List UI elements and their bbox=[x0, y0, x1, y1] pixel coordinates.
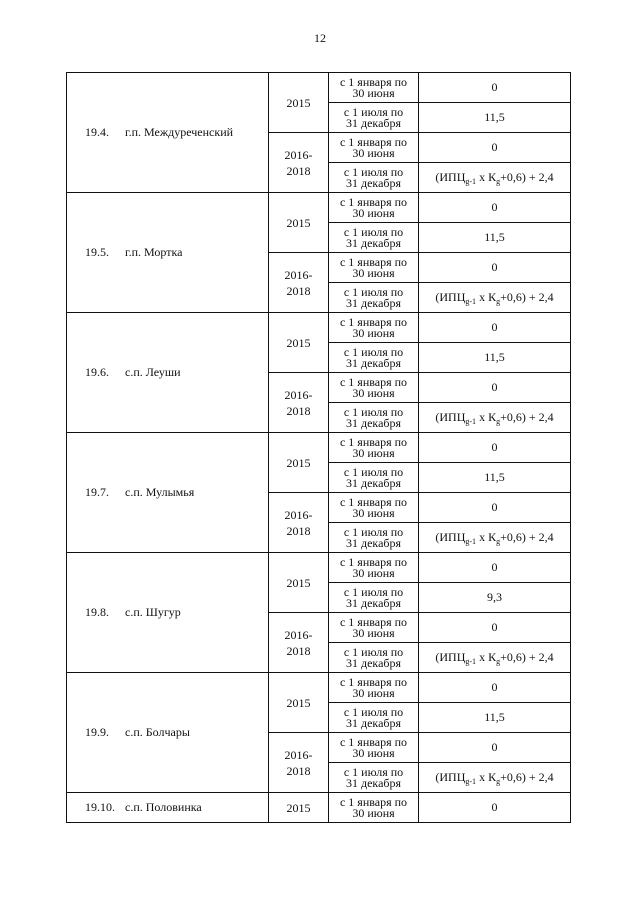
year-cell bbox=[269, 433, 329, 493]
settlement-label bbox=[67, 125, 268, 140]
formula-sub-g: g bbox=[496, 656, 501, 666]
formula-sub-g: g bbox=[496, 296, 501, 306]
period-cell bbox=[329, 343, 419, 373]
item-number: 19.9. bbox=[85, 725, 109, 739]
formula-sub-index: g-1 bbox=[465, 656, 477, 666]
formula-open: (ИПЦ bbox=[435, 409, 466, 424]
period-line-2: 31 декабря bbox=[345, 595, 402, 610]
year-line-2: 2018 bbox=[286, 403, 311, 418]
period-line-1: с 1 июля по bbox=[343, 404, 404, 419]
period-line-2: 31 декабря bbox=[345, 415, 402, 430]
year-cell bbox=[269, 73, 329, 133]
table-row bbox=[67, 793, 571, 823]
settlement-label bbox=[67, 485, 268, 500]
formula-sub-index: g-1 bbox=[465, 776, 477, 786]
period-cell bbox=[329, 643, 419, 673]
period-line-1: с 1 января по bbox=[339, 674, 408, 689]
year-line-1: 2015 bbox=[286, 215, 311, 230]
period-cell bbox=[329, 613, 419, 643]
value-text: 0 bbox=[491, 260, 498, 274]
period-line-1: с 1 января по bbox=[339, 374, 408, 389]
year-line-1: 2016- bbox=[284, 747, 313, 762]
formula-sub-index: g-1 bbox=[465, 176, 477, 186]
formula bbox=[435, 770, 553, 784]
settlement-cell bbox=[67, 793, 269, 823]
period-line-2: 30 июня bbox=[352, 385, 395, 400]
period-cell bbox=[329, 793, 419, 823]
period-line-2: 30 июня bbox=[352, 265, 395, 280]
year-line-2: 2018 bbox=[286, 163, 311, 178]
period-line-2: 31 декабря bbox=[345, 775, 402, 790]
period-line-1: с 1 января по bbox=[339, 794, 408, 809]
formula-mid: х К bbox=[476, 409, 497, 424]
period-cell bbox=[329, 193, 419, 223]
year-cell bbox=[269, 133, 329, 193]
settlement-label bbox=[67, 245, 268, 260]
period-line-1: с 1 января по bbox=[339, 614, 408, 629]
year-cell bbox=[269, 493, 329, 553]
period-cell bbox=[329, 103, 419, 133]
value-cell bbox=[419, 133, 571, 163]
formula-close: +0,6) + 2,4 bbox=[500, 529, 554, 544]
settlement-name: с.п. Половинка bbox=[125, 800, 202, 814]
period-cell bbox=[329, 163, 419, 193]
period-line-1: с 1 января по bbox=[339, 74, 408, 89]
period-cell bbox=[329, 253, 419, 283]
value-text: 0 bbox=[491, 740, 498, 754]
formula-close: +0,6) + 2,4 bbox=[500, 769, 554, 784]
item-number: 19.6. bbox=[85, 365, 109, 379]
period-line-2: 31 декабря bbox=[345, 475, 402, 490]
period-line-1: с 1 июля по bbox=[343, 464, 404, 479]
period-line-1: с 1 января по bbox=[339, 434, 408, 449]
table-row bbox=[67, 73, 571, 103]
settlement-cell bbox=[67, 313, 269, 433]
settlement-cell bbox=[67, 673, 269, 793]
period-line-2: 30 июня bbox=[352, 445, 395, 460]
value-cell bbox=[419, 733, 571, 763]
value-text: 0 bbox=[491, 800, 498, 814]
value-cell bbox=[419, 463, 571, 493]
table-row bbox=[67, 193, 571, 223]
value-text: 0 bbox=[491, 620, 498, 634]
year-line-2: 2018 bbox=[286, 643, 311, 658]
period-line-2: 31 декабря bbox=[345, 295, 402, 310]
period-cell bbox=[329, 223, 419, 253]
year-line-1: 2015 bbox=[286, 575, 311, 590]
period-line-2: 30 июня bbox=[352, 685, 395, 700]
formula-sub-index: g-1 bbox=[465, 296, 477, 306]
settlement-cell bbox=[67, 73, 269, 193]
year-line-2: 2018 bbox=[286, 523, 311, 538]
period-cell bbox=[329, 763, 419, 793]
table-row bbox=[67, 673, 571, 703]
period-line-2: 30 июня bbox=[352, 565, 395, 580]
period-line-1: с 1 июля по bbox=[343, 284, 404, 299]
period-line-1: с 1 июля по bbox=[343, 224, 404, 239]
period-cell bbox=[329, 433, 419, 463]
period-line-1: с 1 июля по bbox=[343, 164, 404, 179]
formula-open: (ИПЦ bbox=[435, 169, 466, 184]
formula bbox=[435, 410, 553, 424]
value-cell bbox=[419, 283, 571, 313]
value-cell bbox=[419, 523, 571, 553]
settlement-cell bbox=[67, 433, 269, 553]
value-cell bbox=[419, 703, 571, 733]
period-line-2: 30 июня bbox=[352, 805, 395, 820]
value-cell bbox=[419, 433, 571, 463]
value-text: 11,5 bbox=[484, 710, 505, 724]
item-number: 19.8. bbox=[85, 605, 109, 619]
item-number: 19.4. bbox=[85, 125, 109, 139]
formula-mid: х К bbox=[476, 289, 497, 304]
value-text: 11,5 bbox=[484, 110, 505, 124]
formula-close: +0,6) + 2,4 bbox=[500, 289, 554, 304]
year-cell bbox=[269, 253, 329, 313]
period-line-2: 31 декабря bbox=[345, 655, 402, 670]
value-cell bbox=[419, 343, 571, 373]
value-text: 0 bbox=[491, 680, 498, 694]
formula-sub-g: g bbox=[496, 416, 501, 426]
item-number: 19.7. bbox=[85, 485, 109, 499]
year-line-2: 2018 bbox=[286, 283, 311, 298]
year-cell bbox=[269, 373, 329, 433]
formula-open: (ИПЦ bbox=[435, 769, 466, 784]
year-cell bbox=[269, 313, 329, 373]
period-cell bbox=[329, 463, 419, 493]
formula-sub-index: g-1 bbox=[465, 416, 477, 426]
formula-close: +0,6) + 2,4 bbox=[500, 409, 554, 424]
value-cell bbox=[419, 313, 571, 343]
page-number: 12 bbox=[314, 31, 326, 45]
value-text: 0 bbox=[491, 80, 498, 94]
year-cell bbox=[269, 193, 329, 253]
value-cell bbox=[419, 493, 571, 523]
table-row bbox=[67, 313, 571, 343]
year-cell bbox=[269, 793, 329, 823]
period-line-1: с 1 января по bbox=[339, 134, 408, 149]
formula bbox=[435, 650, 553, 664]
year-cell bbox=[269, 673, 329, 733]
formula-open: (ИПЦ bbox=[435, 649, 466, 664]
formula-close: +0,6) + 2,4 bbox=[500, 649, 554, 664]
year-line-1: 2016- bbox=[284, 267, 313, 282]
period-cell bbox=[329, 553, 419, 583]
value-text: 0 bbox=[491, 200, 498, 214]
settlement-name: г.п. Мортка bbox=[125, 245, 183, 259]
period-line-1: с 1 июля по bbox=[343, 524, 404, 539]
period-line-1: с 1 января по bbox=[339, 494, 408, 509]
year-line-1: 2015 bbox=[286, 95, 311, 110]
period-line-1: с 1 января по bbox=[339, 254, 408, 269]
formula bbox=[435, 170, 553, 184]
settlement-name: г.п. Междуреченский bbox=[125, 125, 234, 139]
settlement-label bbox=[67, 800, 268, 815]
year-line-1: 2016- bbox=[284, 147, 313, 162]
period-line-2: 30 июня bbox=[352, 745, 395, 760]
item-number: 19.5. bbox=[85, 245, 109, 259]
value-cell bbox=[419, 103, 571, 133]
value-text: 0 bbox=[491, 320, 498, 334]
value-text: 0 bbox=[491, 500, 498, 514]
value-cell bbox=[419, 643, 571, 673]
year-line-2: 2018 bbox=[286, 763, 311, 778]
year-line-1: 2016- bbox=[284, 387, 313, 402]
settlement-name: с.п. Шугур bbox=[125, 605, 181, 619]
period-cell bbox=[329, 733, 419, 763]
period-line-1: с 1 июля по bbox=[343, 584, 404, 599]
formula-mid: х К bbox=[476, 649, 497, 664]
period-line-2: 31 декабря bbox=[345, 535, 402, 550]
year-line-1: 2015 bbox=[286, 695, 311, 710]
value-text: 9,3 bbox=[487, 590, 502, 604]
value-text: 11,5 bbox=[484, 230, 505, 244]
period-line-1: с 1 января по bbox=[339, 194, 408, 209]
period-line-1: с 1 января по bbox=[339, 314, 408, 329]
period-cell bbox=[329, 133, 419, 163]
settlement-cell bbox=[67, 193, 269, 313]
period-line-2: 31 декабря bbox=[345, 115, 402, 130]
formula-sub-g: g bbox=[496, 776, 501, 786]
period-line-1: с 1 января по bbox=[339, 554, 408, 569]
formula-sub-g: g bbox=[496, 176, 501, 186]
year-line-1: 2015 bbox=[286, 335, 311, 350]
period-cell bbox=[329, 493, 419, 523]
period-line-1: с 1 июля по bbox=[343, 704, 404, 719]
period-cell bbox=[329, 673, 419, 703]
period-cell bbox=[329, 313, 419, 343]
table-body bbox=[67, 73, 571, 823]
settlement-name: с.п. Мулымья bbox=[125, 485, 195, 499]
period-line-1: с 1 июля по bbox=[343, 644, 404, 659]
value-cell bbox=[419, 613, 571, 643]
tariff-table bbox=[66, 72, 571, 823]
period-line-2: 31 декабря bbox=[345, 355, 402, 370]
period-line-2: 30 июня bbox=[352, 145, 395, 160]
table-row bbox=[67, 433, 571, 463]
value-cell bbox=[419, 673, 571, 703]
value-cell bbox=[419, 553, 571, 583]
period-line-2: 31 декабря bbox=[345, 715, 402, 730]
year-line-1: 2015 bbox=[286, 455, 311, 470]
value-cell bbox=[419, 373, 571, 403]
period-cell bbox=[329, 703, 419, 733]
formula-mid: х К bbox=[476, 529, 497, 544]
formula-mid: х К bbox=[476, 169, 497, 184]
formula-sub-index: g-1 bbox=[465, 536, 477, 546]
period-line-2: 30 июня bbox=[352, 85, 395, 100]
value-cell bbox=[419, 193, 571, 223]
formula-open: (ИПЦ bbox=[435, 529, 466, 544]
period-cell bbox=[329, 73, 419, 103]
year-line-1: 2016- bbox=[284, 627, 313, 642]
period-line-1: с 1 июля по bbox=[343, 104, 404, 119]
value-cell bbox=[419, 163, 571, 193]
period-line-1: с 1 января по bbox=[339, 734, 408, 749]
period-cell bbox=[329, 373, 419, 403]
settlement-label bbox=[67, 605, 268, 620]
period-cell bbox=[329, 583, 419, 613]
settlement-cell bbox=[67, 553, 269, 673]
formula-mid: х К bbox=[476, 769, 497, 784]
value-cell bbox=[419, 793, 571, 823]
period-line-2: 30 июня bbox=[352, 205, 395, 220]
period-cell bbox=[329, 523, 419, 553]
table-row bbox=[67, 553, 571, 583]
period-line-1: с 1 июля по bbox=[343, 344, 404, 359]
value-cell bbox=[419, 403, 571, 433]
item-number: 19.10. bbox=[85, 800, 115, 814]
formula bbox=[435, 530, 553, 544]
value-cell bbox=[419, 763, 571, 793]
value-text: 0 bbox=[491, 560, 498, 574]
year-cell bbox=[269, 733, 329, 793]
value-cell bbox=[419, 253, 571, 283]
value-cell bbox=[419, 223, 571, 253]
period-line-2: 30 июня bbox=[352, 505, 395, 520]
value-cell bbox=[419, 73, 571, 103]
value-text: 11,5 bbox=[484, 470, 505, 484]
value-text: 0 bbox=[491, 140, 498, 154]
formula-close: +0,6) + 2,4 bbox=[500, 169, 554, 184]
period-line-1: с 1 июля по bbox=[343, 764, 404, 779]
settlement-label bbox=[67, 725, 268, 740]
year-line-1: 2015 bbox=[286, 800, 311, 815]
year-line-1: 2016- bbox=[284, 507, 313, 522]
value-text: 11,5 bbox=[484, 350, 505, 364]
settlement-name: с.п. Болчары bbox=[125, 725, 190, 739]
settlement-name: с.п. Леуши bbox=[125, 365, 181, 379]
period-cell bbox=[329, 403, 419, 433]
formula-open: (ИПЦ bbox=[435, 289, 466, 304]
formula bbox=[435, 290, 553, 304]
year-cell bbox=[269, 613, 329, 673]
value-text: 0 bbox=[491, 440, 498, 454]
period-cell bbox=[329, 283, 419, 313]
period-line-2: 30 июня bbox=[352, 325, 395, 340]
period-line-2: 30 июня bbox=[352, 625, 395, 640]
formula-sub-g: g bbox=[496, 536, 501, 546]
settlement-label bbox=[67, 365, 268, 380]
value-cell bbox=[419, 583, 571, 613]
value-text: 0 bbox=[491, 380, 498, 394]
period-line-2: 31 декабря bbox=[345, 235, 402, 250]
year-cell bbox=[269, 553, 329, 613]
period-line-2: 31 декабря bbox=[345, 175, 402, 190]
